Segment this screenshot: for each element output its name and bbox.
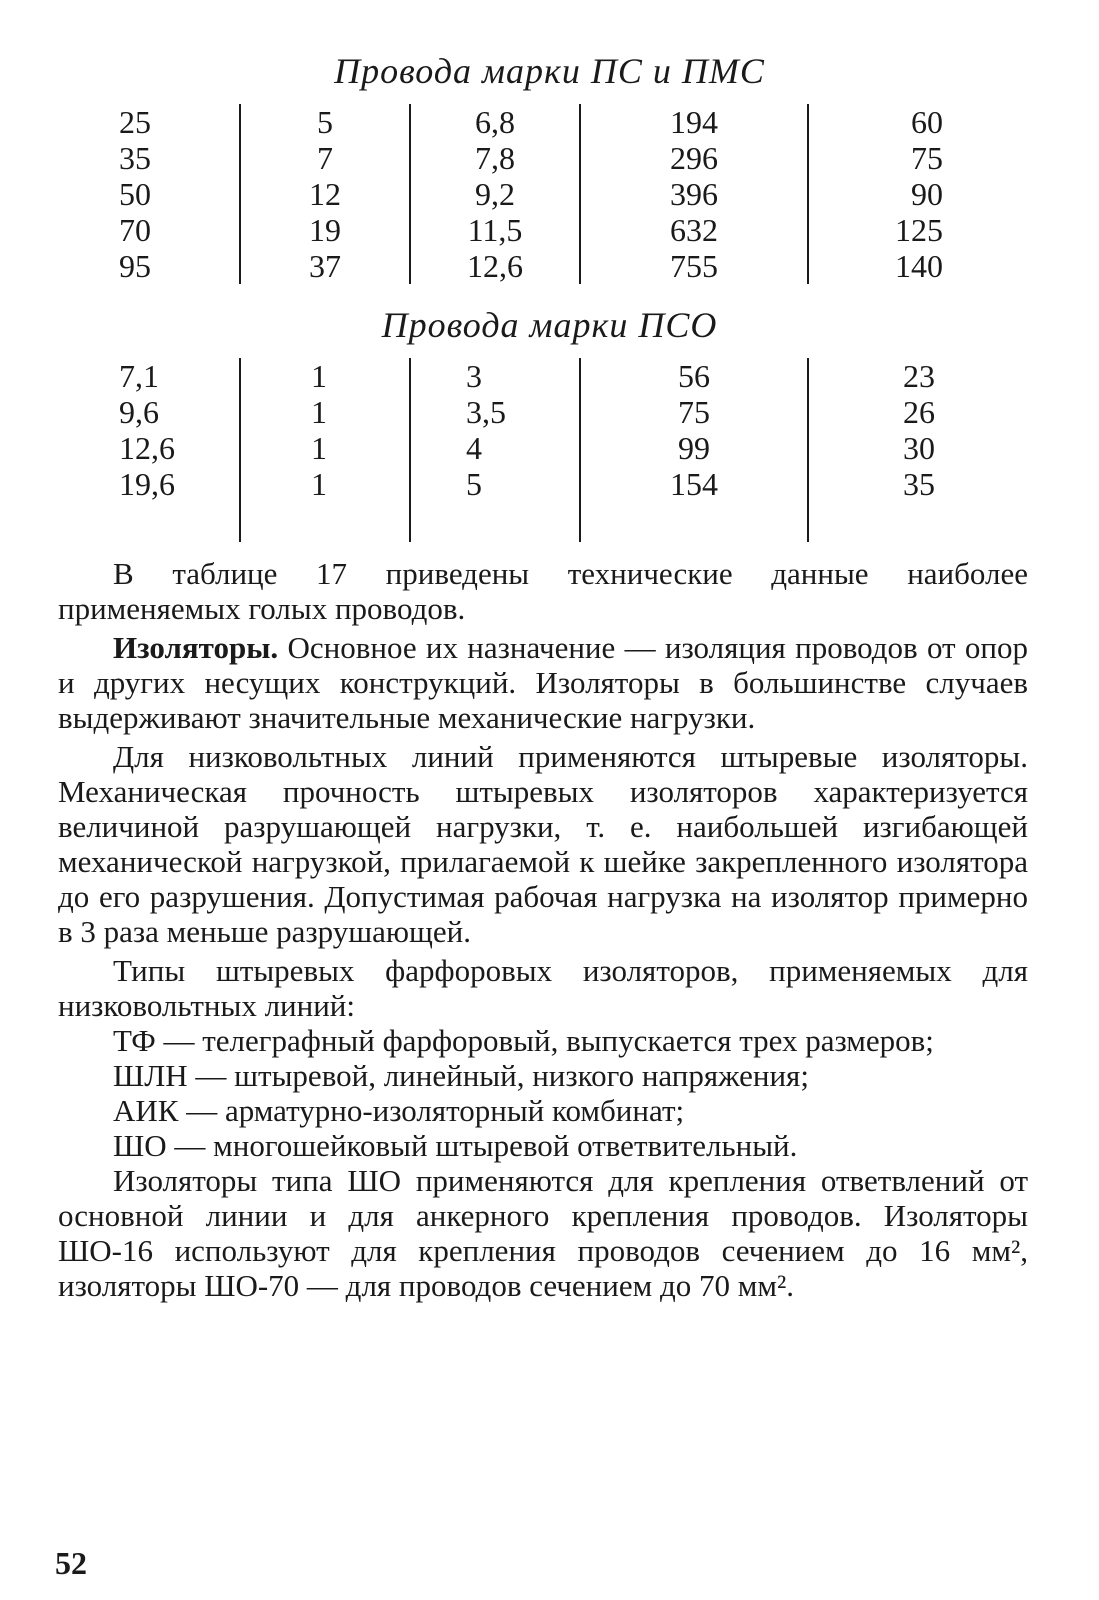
table-cell: 35 xyxy=(119,140,151,176)
table-row-spacer xyxy=(105,502,965,542)
table-cell: 194 xyxy=(580,104,808,140)
table-row xyxy=(105,394,965,430)
table-cell: 23 xyxy=(808,358,965,394)
list-item: ШЛН — штыревой, линейный, низкого напряжения; xyxy=(113,1058,809,1093)
table-cell: 4 xyxy=(410,430,580,466)
table-cell: 296 xyxy=(580,140,808,176)
paragraph: В таблице 17 приведены технические данные наиболее применяемых голых проводов. xyxy=(58,556,1028,626)
table-cell: 3 xyxy=(410,358,580,394)
table-row xyxy=(105,212,965,248)
table-cell: 154 xyxy=(580,466,808,502)
table-cell: 90 xyxy=(808,176,965,212)
table-cell: 125 xyxy=(808,212,965,248)
table-cell: 50 xyxy=(119,176,151,212)
table-cell: 60 xyxy=(808,104,965,140)
table-cell: 19 xyxy=(240,212,410,248)
table-cell: 12,6 xyxy=(410,248,580,284)
list-item: ШО — многошейковый штыревой ответвительный. xyxy=(113,1128,798,1163)
table-cell: 37 xyxy=(240,248,410,284)
table-cell: 35 xyxy=(808,466,965,502)
paragraph: Типы штыревых фарфоровых изоляторов, применяемых для низковольтных линий: xyxy=(58,953,1028,1023)
paragraph: Изоляторы типа ШО применяются для крепления ответвлений от основной линии и для анкерного крепления проводов. Изоляторы ШО-16 используют для крепления проводов сечением до 16 мм², изоляторы ШО-70 — для проводов сечением до 70 мм². xyxy=(58,1163,1028,1303)
table-cell: 99 xyxy=(580,430,808,466)
table-cell: 5 xyxy=(410,466,580,502)
table-row xyxy=(105,430,965,466)
list-item: АИК — арматурно-изоляторный комбинат; xyxy=(113,1093,685,1128)
table-cell: 12,6 xyxy=(119,430,175,466)
table-cell: 26 xyxy=(808,394,965,430)
table-row xyxy=(105,104,965,140)
table-cell: 7 xyxy=(240,140,410,176)
table-cell: 56 xyxy=(580,358,808,394)
table-cell: 1 xyxy=(240,466,410,502)
wire-table-ps-pms xyxy=(105,104,965,284)
body-text xyxy=(58,556,1028,1303)
table-row xyxy=(105,358,965,394)
table-cell: 9,6 xyxy=(119,394,159,430)
table-row xyxy=(105,248,965,284)
table-row xyxy=(105,466,965,502)
table-row xyxy=(105,140,965,176)
table-cell: 70 xyxy=(119,212,151,248)
table-cell: 755 xyxy=(580,248,808,284)
table-cell: 12 xyxy=(240,176,410,212)
table-cell: 19,6 xyxy=(119,466,175,502)
table-cell: 140 xyxy=(808,248,965,284)
section-title-pso: Провода марки ПСО xyxy=(381,305,718,345)
paragraph-text: Основное их назначение — изоляция проводов от опор и других несущих конструкций. Изоляторы в большинстве случаев выдерживают значительные механические нагрузки. xyxy=(58,630,1028,735)
paragraph-heading: Изоляторы. xyxy=(113,630,279,665)
section-title-ps-pms: Провода марки ПС и ПМС xyxy=(334,51,765,91)
table-cell: 396 xyxy=(580,176,808,212)
table-cell: 9,2 xyxy=(410,176,580,212)
table-cell: 7,1 xyxy=(119,358,159,394)
table-cell: 95 xyxy=(119,248,151,284)
table-cell: 1 xyxy=(240,394,410,430)
table-cell: 1 xyxy=(240,430,410,466)
table-cell: 11,5 xyxy=(410,212,580,248)
page-number: 52 xyxy=(55,1545,87,1581)
table-row xyxy=(105,176,965,212)
table-cell: 1 xyxy=(240,358,410,394)
table-cell: 25 xyxy=(119,104,151,140)
table-cell: 5 xyxy=(240,104,410,140)
table-cell: 3,5 xyxy=(410,394,580,430)
paragraph-insulators xyxy=(58,630,1028,735)
table-cell: 7,8 xyxy=(410,140,580,176)
wire-table-pso xyxy=(105,358,965,542)
paragraph: Для низковольтных линий применяются штыревые изоляторы. Механическая прочность штыревых изоляторов характеризуется величиной разрушающей нагрузки, т. е. наибольшей изгибающей механической нагрузкой, прилагаемой к шейке закрепленного изолятора до его разрушения. Допустимая рабочая нагрузка на изолятор примерно в 3 раза меньше разрушающей. xyxy=(58,739,1028,949)
table-cell: 6,8 xyxy=(410,104,580,140)
table-cell: 30 xyxy=(808,430,965,466)
list-item: ТФ — телеграфный фарфоровый, выпускается трех размеров; xyxy=(113,1023,934,1058)
table-cell: 632 xyxy=(580,212,808,248)
table-cell: 75 xyxy=(808,140,965,176)
table-cell: 75 xyxy=(580,394,808,430)
